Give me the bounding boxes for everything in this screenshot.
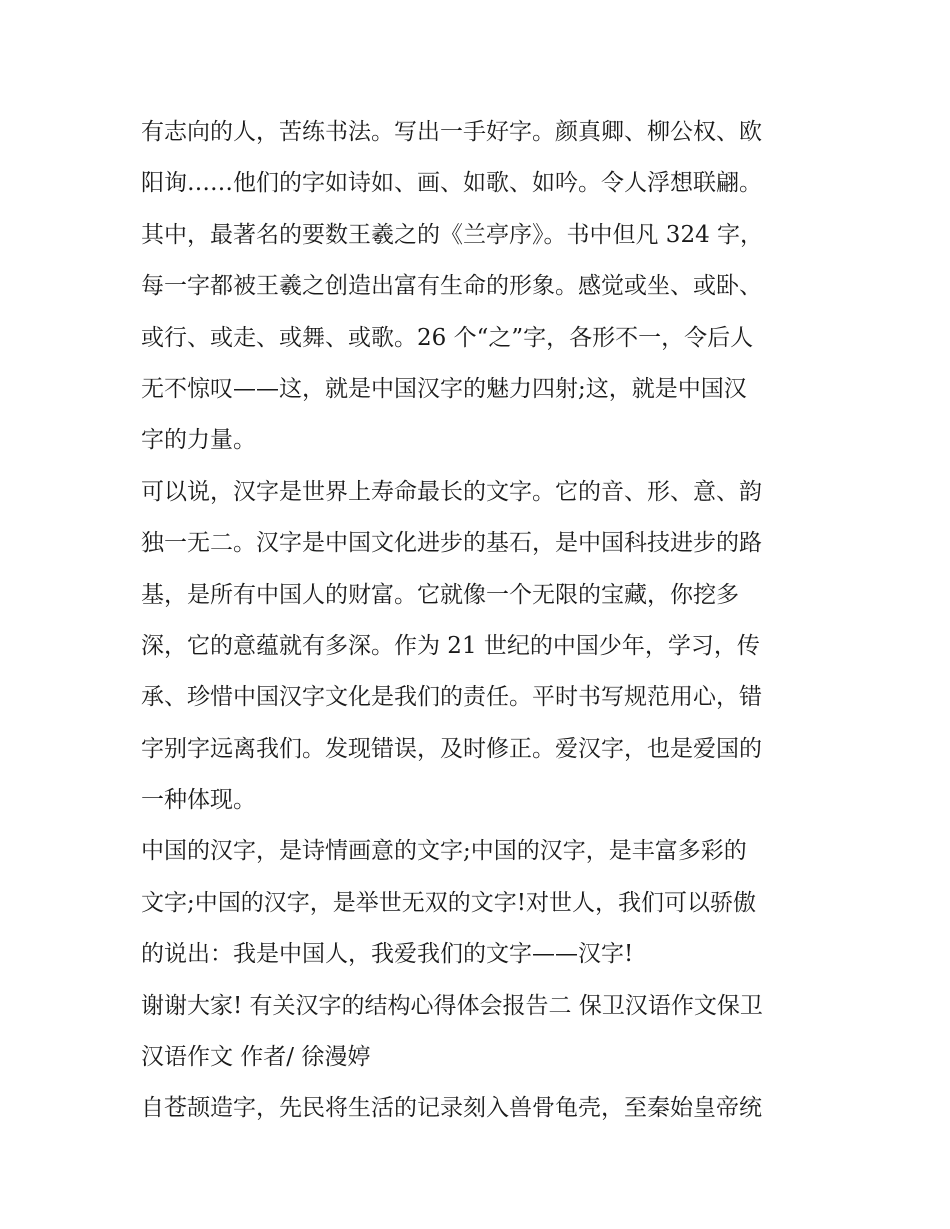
text-line: 谢谢大家! 有关汉字的结构心得体会报告二 保卫汉语作文保卫 [141,992,763,1019]
text-line: 一种体现。 [141,787,256,814]
text-line: 可以说，汉字是世界上寿命最长的文字。它的音、形、意、韵 [141,478,762,505]
text-line: 汉语作文 作者/ 徐漫婷 [141,1044,371,1071]
text-line: 字的力量。 [141,427,256,454]
text-line: 自苍颉造字，先民将生活的记录刻入兽骨龟壳，至秦始皇帝统 [141,1095,762,1122]
text-line: 中国的汉字，是诗情画意的文字;中国的汉字，是丰富多彩的 [141,838,747,865]
text-line: 或行、或走、或舞、或歌。26 个“之”字，各形不一，令后人 [141,324,754,351]
text-line: 的说出：我是中国人，我爱我们的文字——汉字! [141,941,634,968]
text-line: 阳询……他们的字如诗如、画、如歌、如吟。令人浮想联翩。 [141,170,762,197]
text-line: 无不惊叹——这，就是中国汉字的魅力四射;这，就是中国汉 [141,375,747,402]
text-line: 深，它的意蕴就有多深。作为 21 世纪的中国少年，学习，传 [141,632,760,659]
text-line: 基，是所有中国人的财富。它就像一个无限的宝藏，你挖多 [141,581,739,608]
text-line: 每一字都被王羲之创造出富有生命的形象。感觉或坐、或卧、 [141,273,762,300]
text-line: 文字;中国的汉字，是举世无双的文字!对世人，我们可以骄傲 [141,889,756,916]
text-line: 承、珍惜中国汉字文化是我们的责任。平时书写规范用心，错 [141,684,762,711]
text-line: 字别字远离我们。发现错误，及时修正。爱汉字，也是爱国的 [141,735,762,762]
text-line: 其中，最著名的要数王羲之的《兰亭序》。书中但凡 324 字， [141,221,764,248]
text-line: 有志向的人，苦练书法。写出一手好字。颜真卿、柳公权、欧 [141,119,762,145]
document-body [141,107,821,1135]
text-line: 独一无二。汉字是中国文化进步的基石，是中国科技进步的路 [141,530,762,557]
